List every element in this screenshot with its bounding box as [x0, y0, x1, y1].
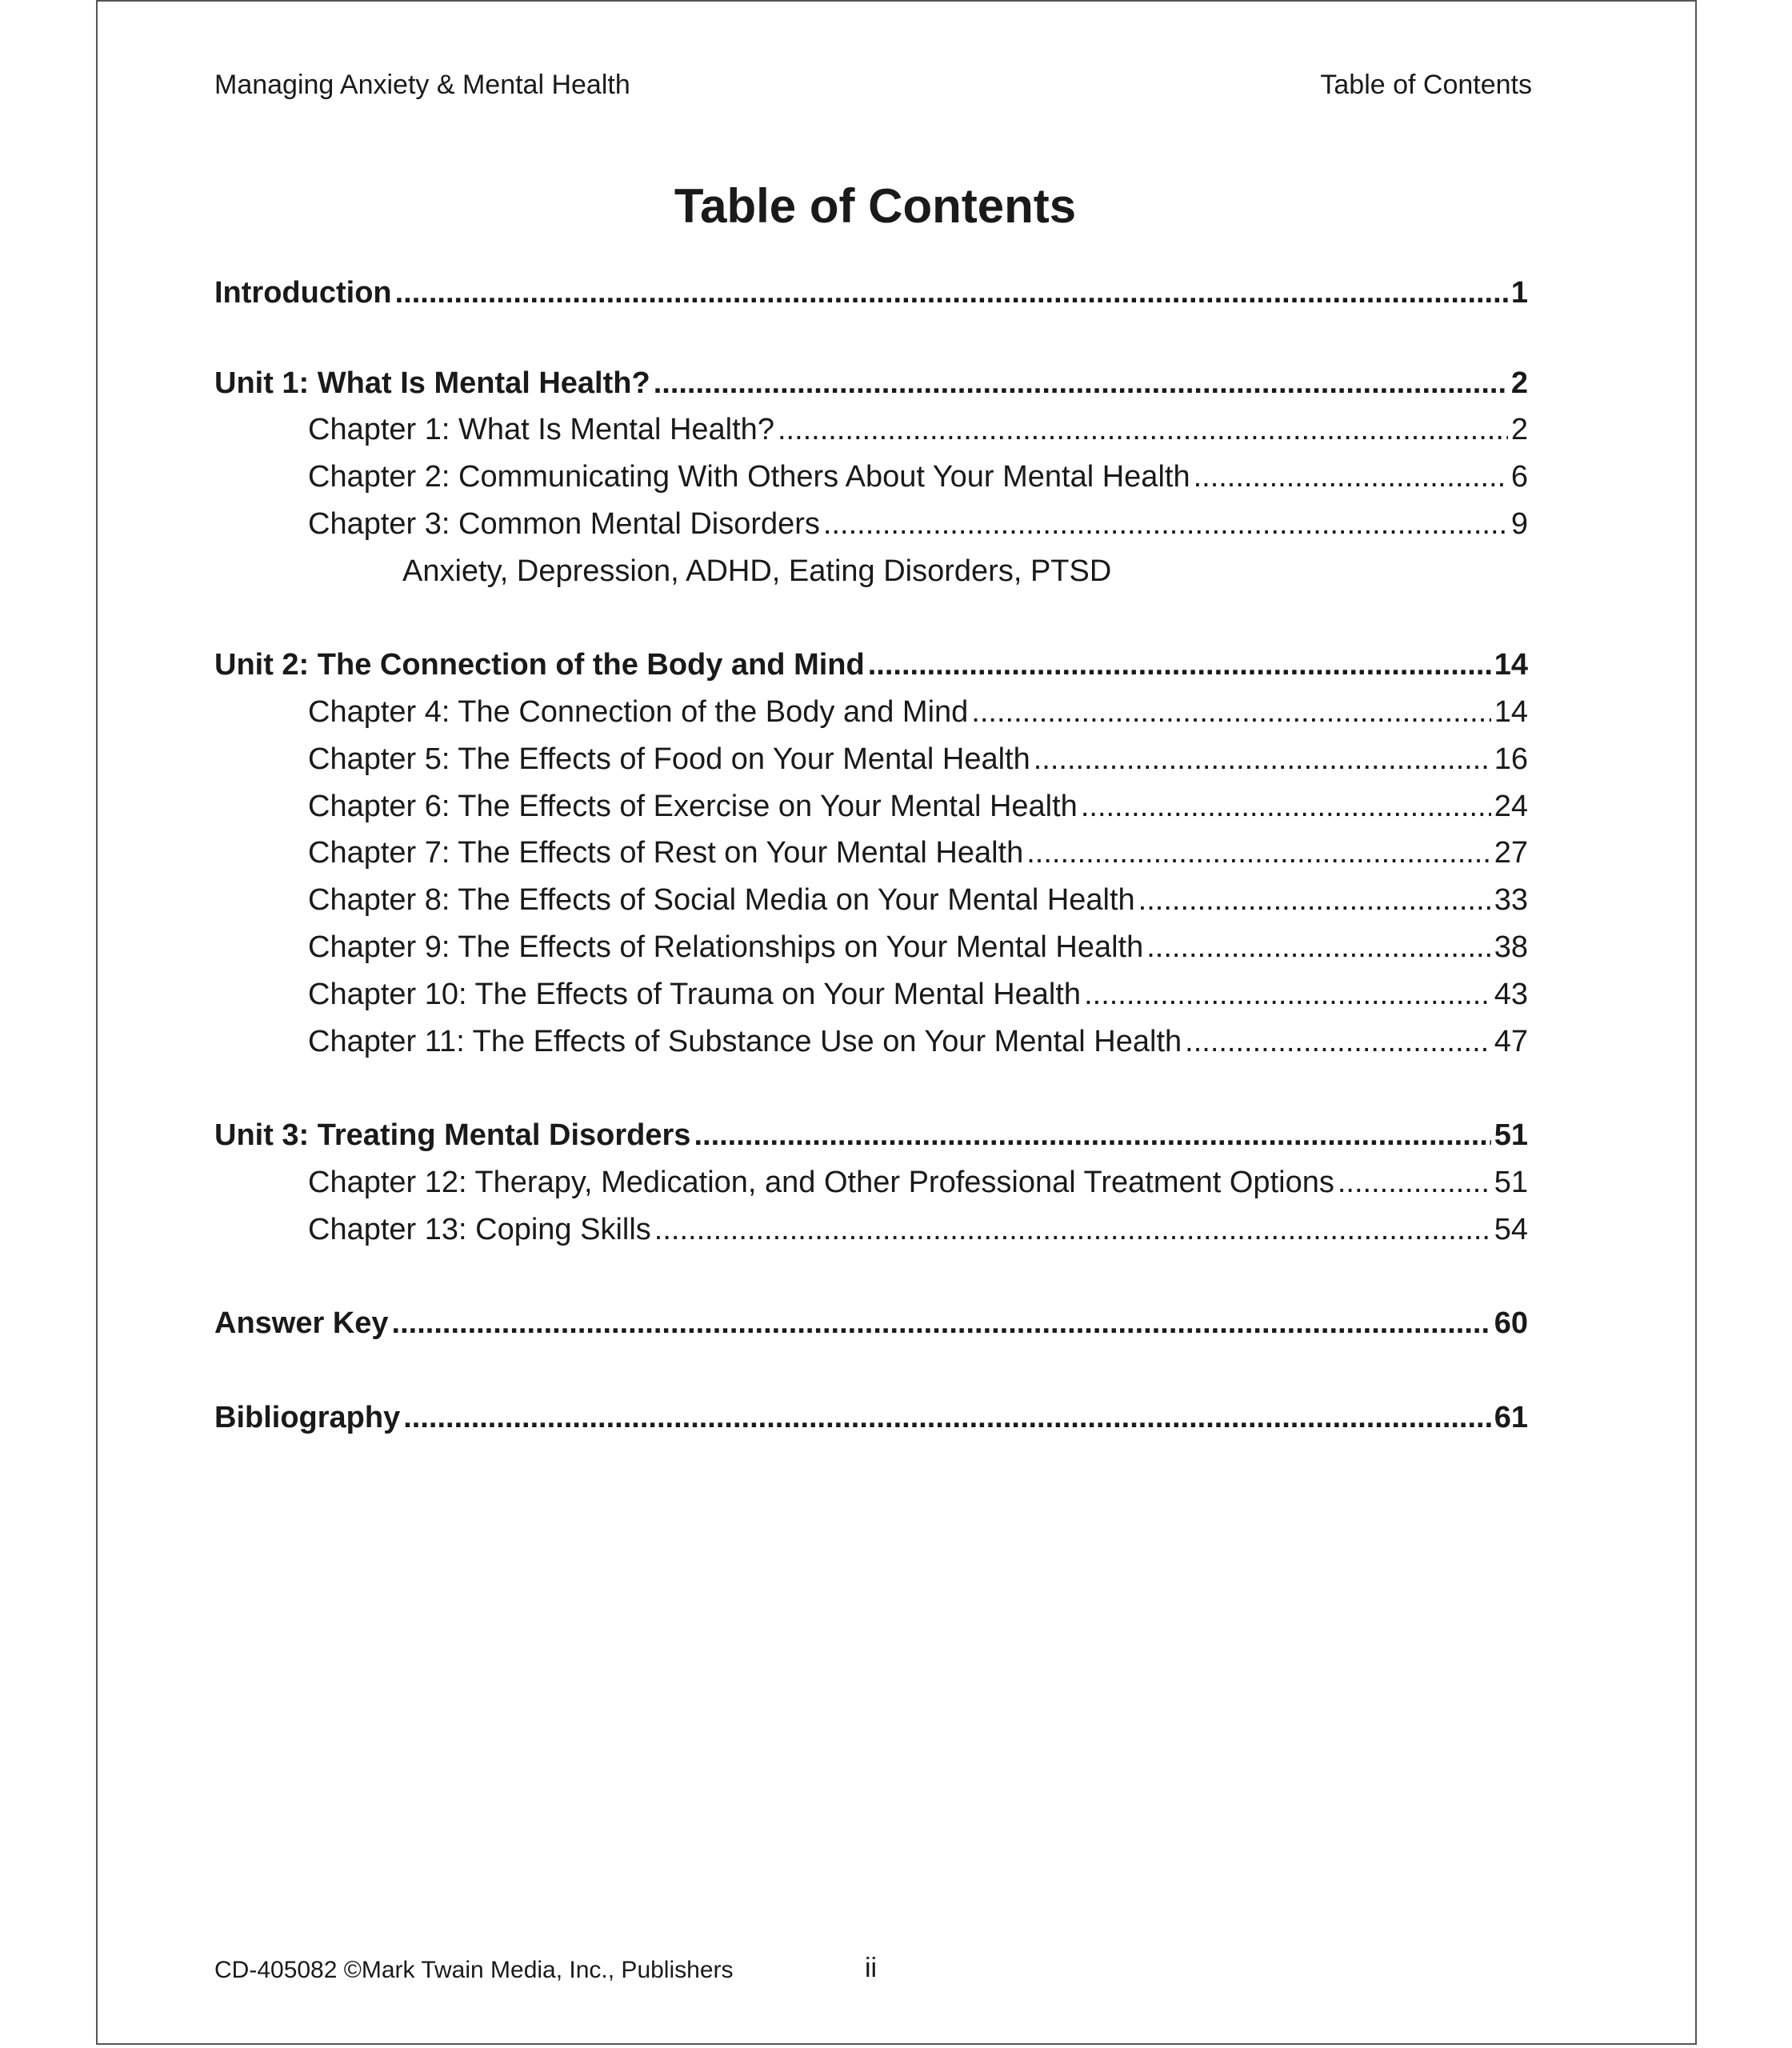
running-header-book-title: Managing Anxiety & Mental Health [214, 70, 630, 100]
toc-entry-page: 61 [1494, 1401, 1528, 1434]
toc-entry-label: Unit 1: What Is Mental Health? [214, 366, 650, 400]
toc-entry-label: Chapter 2: Communicating With Others About Your Mental Health [308, 460, 1190, 494]
toc-entry-chapter-6[interactable] [214, 786, 1528, 826]
toc-entry-label: Bibliography [214, 1401, 401, 1434]
toc-entry-unit-1[interactable] [214, 363, 1528, 403]
toc-entry-label: Answer Key [214, 1306, 389, 1340]
toc-entry-page: 14 [1494, 648, 1528, 682]
toc-entry-label: Unit 2: The Connection of the Body and Mind [214, 648, 865, 682]
toc-entry-bibliography[interactable] [214, 1398, 1528, 1438]
toc-entry-page: 14 [1494, 695, 1528, 729]
toc-entry-page: 9 [1510, 507, 1528, 541]
dot-leader [1084, 974, 1491, 1014]
toc-chapter-3-topics [214, 551, 1528, 591]
toc-entry-chapter-5[interactable] [214, 739, 1528, 779]
toc-entry-unit-2[interactable] [214, 645, 1528, 685]
toc-entry-page: 1 [1510, 276, 1528, 310]
toc-entry-page: 2 [1510, 366, 1528, 400]
dot-leader [1026, 833, 1490, 873]
dot-leader [1138, 880, 1491, 920]
toc-entry-page: 16 [1494, 742, 1528, 776]
toc-entry-label: Chapter 8: The Effects of Social Media on Your Mental Health [308, 883, 1135, 917]
toc-entry-label: Chapter 4: The Connection of the Body and Mind [308, 695, 969, 729]
dot-leader [868, 645, 1491, 685]
dot-leader [654, 1210, 1491, 1250]
toc-entry-label: Chapter 11: The Effects of Substance Use on Your Mental Health [308, 1025, 1182, 1058]
toc-entry-label: Introduction [214, 276, 392, 310]
page-title: Table of Contents [674, 179, 1077, 233]
toc-entry-answer-key[interactable] [214, 1303, 1528, 1343]
toc-entry-chapter-2[interactable] [214, 457, 1528, 497]
toc-entry-label: Chapter 7: The Effects of Rest on Your Mental Health [308, 836, 1024, 870]
toc-entry-label: Chapter 6: The Effects of Exercise on Your Mental Health [308, 790, 1078, 823]
toc-entry-introduction[interactable] [214, 273, 1528, 313]
dot-leader [778, 410, 1508, 450]
toc-entry-page: 33 [1494, 883, 1528, 917]
toc-entry-page: 38 [1494, 930, 1528, 964]
dot-leader [654, 363, 1508, 403]
dot-leader [392, 1303, 1491, 1343]
toc-entry-chapter-11[interactable] [214, 1022, 1528, 1062]
toc-entry-chapter-13[interactable] [214, 1210, 1528, 1250]
toc-entry-chapter-1[interactable] [214, 410, 1528, 450]
toc-entry-chapter-7[interactable] [214, 833, 1528, 873]
dot-leader [971, 692, 1490, 732]
toc-entry-chapter-4[interactable] [214, 692, 1528, 732]
toc-entry-label: Chapter 5: The Effects of Food on Your Mental Health [308, 742, 1030, 776]
toc-entry-chapter-3[interactable] [214, 504, 1528, 544]
toc-entry-page: 6 [1510, 460, 1528, 494]
toc-entry-page: 51 [1494, 1166, 1528, 1199]
toc-entry-page: 47 [1494, 1025, 1528, 1058]
toc-entry-unit-3[interactable] [214, 1115, 1528, 1155]
dot-leader [1338, 1162, 1491, 1202]
toc-entry-label: Chapter 10: The Effects of Trauma on Your Mental Health [308, 978, 1082, 1011]
toc-entry-label: Unit 3: Treating Mental Disorders [214, 1118, 691, 1152]
dot-leader [1034, 739, 1491, 779]
toc-entry-chapter-8[interactable] [214, 880, 1528, 920]
dot-leader [1185, 1022, 1491, 1062]
toc-entry-page: 24 [1494, 790, 1528, 823]
toc-entry-label: Chapter 1: What Is Mental Health? [308, 413, 774, 446]
toc-entry-chapter-10[interactable] [214, 974, 1528, 1014]
footer-copyright: CD-405082 ©Mark Twain Media, Inc., Publishers [214, 1957, 734, 1983]
toc-entry-page: 60 [1494, 1306, 1528, 1340]
toc-entry-chapter-12[interactable] [214, 1162, 1528, 1202]
toc-entry-label: Chapter 3: Common Mental Disorders [308, 507, 820, 541]
toc-entry-page: 43 [1494, 978, 1528, 1011]
dot-leader [395, 273, 1508, 313]
dot-leader [1146, 927, 1490, 967]
dot-leader [823, 504, 1508, 544]
toc-entry-chapter-9[interactable] [214, 927, 1528, 967]
footer-page-number: ii [865, 1953, 878, 1983]
toc-entry-page: 27 [1494, 836, 1528, 870]
running-header-section: Table of Contents [1320, 70, 1532, 100]
toc-entry-label: Chapter 13: Coping Skills [308, 1213, 651, 1246]
toc-entry-label: Chapter 12: Therapy, Medication, and Other Professional Treatment Options [308, 1166, 1334, 1199]
dot-leader [403, 1398, 1490, 1438]
toc-entry-label: Chapter 9: The Effects of Relationships on Your Mental Health [308, 930, 1144, 964]
dot-leader [1194, 457, 1508, 497]
toc-entry-page: 51 [1494, 1118, 1528, 1152]
toc-entry-page: 2 [1510, 413, 1528, 446]
toc-entry-page: 54 [1494, 1213, 1528, 1246]
dot-leader [1081, 786, 1491, 826]
toc-subtopic-text: Anxiety, Depression, ADHD, Eating Disorders, PTSD [402, 554, 1112, 588]
dot-leader [694, 1115, 1490, 1155]
